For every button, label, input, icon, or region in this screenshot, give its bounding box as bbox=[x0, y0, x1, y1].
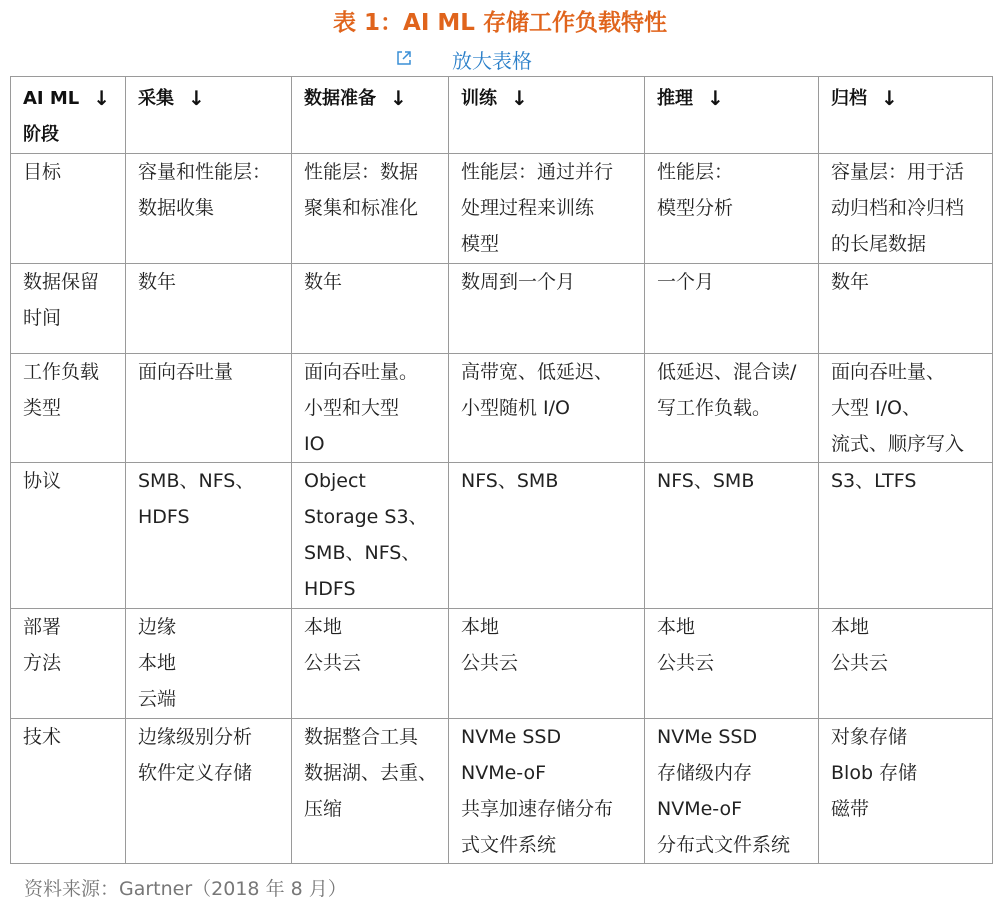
cell-line: IO bbox=[304, 433, 325, 455]
row-label-line: 工作负载 bbox=[23, 361, 100, 383]
table-cell bbox=[449, 354, 645, 463]
arrow-down-icon[interactable]: ↓ bbox=[707, 86, 724, 110]
cell-line: 数据收集 bbox=[138, 197, 215, 219]
cell-line: Blob 存储 bbox=[831, 762, 918, 784]
source-note: 资料来源：Gartner（2018 年 8 月） bbox=[24, 878, 347, 900]
cell-line: 存储级内存 bbox=[657, 762, 753, 784]
cell-line: 处理过程来训练 bbox=[461, 197, 595, 219]
cell-line: 边缘级别分析 bbox=[138, 726, 253, 748]
column-header-label: 归档 bbox=[831, 88, 867, 109]
cell-line: 软件定义存储 bbox=[138, 762, 253, 784]
table-cell bbox=[645, 154, 819, 264]
cell-line: 容量层：用于活 bbox=[831, 161, 965, 183]
cell-line: 流式、顺序写入 bbox=[831, 433, 965, 455]
cell-line: NFS、SMB bbox=[657, 470, 755, 492]
row-label bbox=[11, 264, 126, 354]
table-row bbox=[11, 264, 993, 354]
table-cell bbox=[449, 609, 645, 719]
table-row bbox=[11, 719, 993, 864]
cell-line: NVMe SSD bbox=[461, 726, 562, 748]
column-header[interactable] bbox=[449, 77, 645, 154]
cell-line: 本地 bbox=[657, 616, 696, 638]
row-label-line: 数据保留 bbox=[23, 271, 100, 293]
cell-line: 数年 bbox=[304, 271, 343, 293]
table-row bbox=[11, 354, 993, 463]
cell-line: 数年 bbox=[831, 271, 870, 293]
row-label bbox=[11, 463, 126, 609]
row-label bbox=[11, 609, 126, 719]
cell-line: 一个月 bbox=[657, 271, 715, 293]
row-label bbox=[11, 354, 126, 463]
cell-line: 公共云 bbox=[831, 652, 889, 674]
cell-line: 的长尾数据 bbox=[831, 233, 927, 255]
table-cell bbox=[126, 719, 292, 864]
table-cell bbox=[126, 264, 292, 354]
cell-line: 共享加速存储分布 bbox=[461, 798, 614, 820]
cell-line: 低延迟、混合读/ bbox=[657, 361, 797, 383]
cell-line: 性能层： bbox=[657, 161, 734, 183]
table-cell bbox=[292, 154, 449, 264]
column-header-label: 推理 bbox=[657, 88, 693, 109]
column-header-label: 采集 bbox=[138, 88, 174, 109]
row-label-line: 技术 bbox=[23, 726, 62, 748]
arrow-down-icon[interactable]: ↓ bbox=[511, 86, 528, 110]
external-link-icon[interactable] bbox=[396, 50, 412, 66]
table-cell bbox=[645, 609, 819, 719]
column-header-label: 训练 bbox=[461, 88, 497, 109]
table-row bbox=[11, 609, 993, 719]
cell-line: 本地 bbox=[461, 616, 500, 638]
cell-line: 数周到一个月 bbox=[461, 271, 576, 293]
cell-line: 分布式文件系统 bbox=[657, 834, 791, 856]
cell-line: 小型随机 I/O bbox=[461, 397, 570, 419]
cell-line: 磁带 bbox=[831, 798, 870, 820]
expand-table-link[interactable]: 放大表格 bbox=[452, 49, 532, 73]
table-cell bbox=[645, 719, 819, 864]
arrow-down-icon[interactable]: ↓ bbox=[188, 86, 205, 110]
cell-line: 动归档和冷归档 bbox=[831, 197, 965, 219]
table-cell bbox=[292, 264, 449, 354]
table-cell bbox=[819, 354, 993, 463]
cell-line: 云端 bbox=[138, 688, 177, 710]
row-label-line: 协议 bbox=[23, 470, 62, 492]
cell-line: 本地 bbox=[138, 652, 177, 674]
table-cell bbox=[292, 463, 449, 609]
table-cell bbox=[449, 154, 645, 264]
cell-line: 本地 bbox=[831, 616, 870, 638]
cell-line: 小型和大型 bbox=[304, 397, 400, 419]
cell-line: 数据湖、去重、 bbox=[304, 762, 438, 784]
table-cell bbox=[819, 463, 993, 609]
cell-line: NVMe-oF bbox=[657, 798, 743, 820]
column-header-label: AI ML 阶段 bbox=[23, 88, 80, 145]
cell-line: Object bbox=[304, 470, 366, 492]
cell-line: 对象存储 bbox=[831, 726, 908, 748]
cell-line: 写工作负载。 bbox=[657, 397, 772, 419]
table-cell bbox=[819, 719, 993, 864]
cell-line: 数年 bbox=[138, 271, 177, 293]
table-cell bbox=[126, 354, 292, 463]
table-row bbox=[11, 463, 993, 609]
cell-line: 面向吞吐量、 bbox=[831, 361, 946, 383]
cell-line: 面向吞吐量。 bbox=[304, 361, 419, 383]
cell-line: 模型 bbox=[461, 233, 500, 255]
table-title: 表 1：AI ML 存储工作负载特性 bbox=[333, 10, 667, 36]
cell-line: 大型 I/O、 bbox=[831, 397, 921, 419]
table-cell bbox=[449, 264, 645, 354]
cell-line: NVMe-oF bbox=[461, 762, 547, 784]
table-cell bbox=[292, 609, 449, 719]
cell-line: S3、LTFS bbox=[831, 470, 917, 492]
row-label-line: 方法 bbox=[23, 652, 62, 674]
column-header[interactable] bbox=[645, 77, 819, 154]
cell-line: 边缘 bbox=[138, 616, 177, 638]
arrow-down-icon[interactable]: ↓ bbox=[390, 86, 407, 110]
table-row bbox=[11, 154, 993, 264]
row-label-line: 部署 bbox=[23, 616, 62, 638]
cell-line: 公共云 bbox=[657, 652, 715, 674]
cell-line: 模型分析 bbox=[657, 197, 734, 219]
table-cell bbox=[126, 463, 292, 609]
column-header[interactable] bbox=[126, 77, 292, 154]
table-cell bbox=[819, 609, 993, 719]
table-cell bbox=[292, 354, 449, 463]
row-label-line: 类型 bbox=[23, 397, 62, 419]
cell-line: NVMe SSD bbox=[657, 726, 758, 748]
workload-table bbox=[10, 76, 993, 864]
table-cell bbox=[292, 719, 449, 864]
row-label bbox=[11, 154, 126, 264]
table-cell bbox=[645, 463, 819, 609]
cell-line: 数据整合工具 bbox=[304, 726, 419, 748]
cell-line: NFS、SMB bbox=[461, 470, 559, 492]
cell-line: 性能层：通过并行 bbox=[461, 161, 614, 183]
column-header[interactable] bbox=[819, 77, 993, 154]
column-header-label: 数据准备 bbox=[304, 88, 376, 109]
row-label-line: 时间 bbox=[23, 307, 62, 329]
cell-line: 公共云 bbox=[304, 652, 362, 674]
expand-table-bar bbox=[0, 46, 1000, 76]
cell-line: 本地 bbox=[304, 616, 343, 638]
cell-line: SMB、NFS、 bbox=[304, 542, 421, 564]
table-cell bbox=[645, 264, 819, 354]
cell-line: 聚集和标准化 bbox=[304, 197, 419, 219]
arrow-down-icon[interactable]: ↓ bbox=[881, 86, 898, 110]
table-cell bbox=[819, 264, 993, 354]
cell-line: 压缩 bbox=[304, 798, 343, 820]
table-cell bbox=[449, 463, 645, 609]
arrow-down-icon[interactable]: ↓ bbox=[93, 86, 111, 110]
table-header-row bbox=[11, 77, 993, 154]
table-body bbox=[11, 154, 993, 864]
cell-line: 式文件系统 bbox=[461, 834, 557, 856]
cell-line: 高带宽、低延迟、 bbox=[461, 361, 614, 383]
column-header[interactable] bbox=[292, 77, 449, 154]
cell-line: 性能层：数据 bbox=[304, 161, 419, 183]
table-cell bbox=[449, 719, 645, 864]
cell-line: HDFS bbox=[138, 506, 190, 528]
cell-line: 面向吞吐量 bbox=[138, 361, 234, 383]
cell-line: 公共云 bbox=[461, 652, 519, 674]
cell-line: 容量和性能层： bbox=[138, 161, 272, 183]
cell-line: HDFS bbox=[304, 578, 356, 600]
row-label bbox=[11, 719, 126, 864]
column-header[interactable] bbox=[11, 77, 126, 154]
row-label-line: 目标 bbox=[23, 161, 62, 183]
table-cell bbox=[819, 154, 993, 264]
table-cell bbox=[126, 609, 292, 719]
cell-line: Storage S3、 bbox=[304, 506, 428, 528]
table-cell bbox=[126, 154, 292, 264]
table-cell bbox=[645, 354, 819, 463]
cell-line: SMB、NFS、 bbox=[138, 470, 255, 492]
